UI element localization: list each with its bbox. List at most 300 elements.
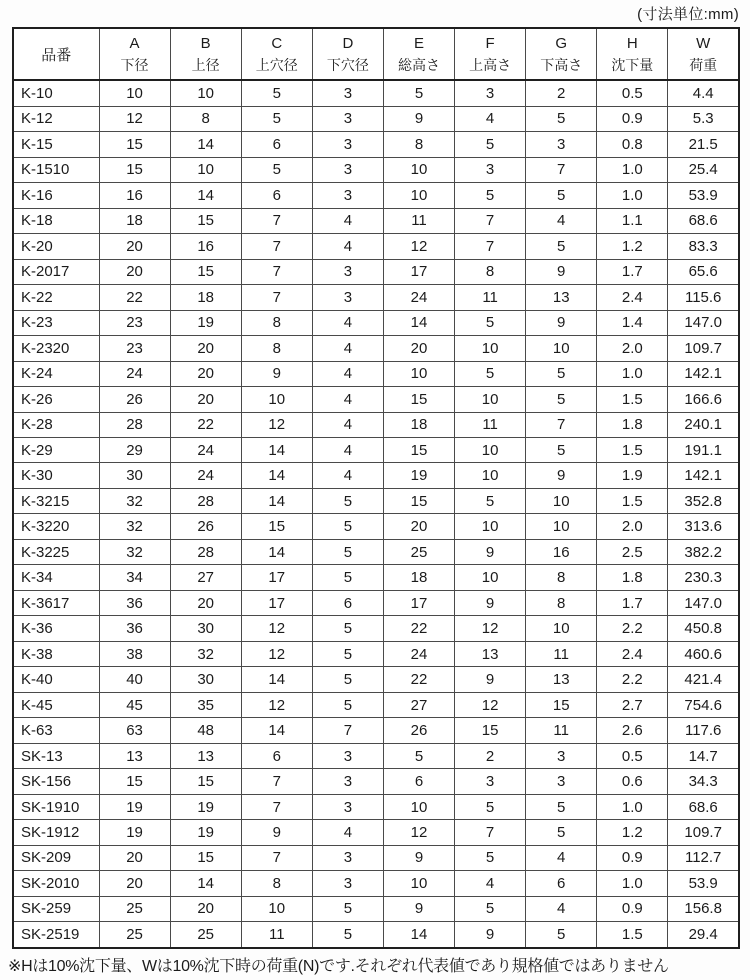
value-cell: 5 — [241, 106, 312, 131]
value-cell: 16 — [526, 539, 597, 564]
value-cell: 19 — [170, 310, 241, 335]
value-cell: 6 — [526, 871, 597, 896]
value-cell: 12 — [241, 616, 312, 641]
value-cell: 115.6 — [668, 285, 739, 310]
part-number-cell: K-38 — [13, 641, 99, 666]
value-cell: 25.4 — [668, 157, 739, 182]
value-cell: 24 — [170, 463, 241, 488]
value-cell: 11 — [455, 285, 526, 310]
part-number-cell: K-10 — [13, 80, 99, 106]
value-cell: 23 — [99, 310, 170, 335]
value-cell: 1.9 — [597, 463, 668, 488]
value-cell: 20 — [170, 336, 241, 361]
column-label: 沈下量 — [611, 56, 654, 73]
value-cell: 10 — [455, 565, 526, 590]
column-letter: W — [696, 35, 711, 53]
value-cell: 1.5 — [597, 437, 668, 462]
value-cell: 83.3 — [668, 234, 739, 259]
value-cell: 5 — [312, 539, 383, 564]
value-cell: 5 — [312, 922, 383, 948]
value-cell: 23 — [99, 336, 170, 361]
value-cell: 240.1 — [668, 412, 739, 437]
value-cell: 5 — [526, 437, 597, 462]
value-cell: 11 — [241, 922, 312, 948]
value-cell: 9 — [526, 310, 597, 335]
value-cell: 40 — [99, 667, 170, 692]
value-cell: 6 — [241, 132, 312, 157]
value-cell: 27 — [170, 565, 241, 590]
value-cell: 2.2 — [597, 667, 668, 692]
value-cell: 10 — [455, 437, 526, 462]
table-row — [13, 641, 739, 666]
value-cell: 21.5 — [668, 132, 739, 157]
value-cell: 117.6 — [668, 718, 739, 743]
table-row — [13, 285, 739, 310]
value-cell: 13 — [99, 743, 170, 768]
table-row — [13, 514, 739, 539]
value-cell: 1.4 — [597, 310, 668, 335]
value-cell: 15 — [99, 157, 170, 182]
value-cell: 5 — [383, 743, 454, 768]
value-cell: 5 — [526, 106, 597, 131]
value-cell: 15 — [170, 769, 241, 794]
table-row — [13, 157, 739, 182]
value-cell: 26 — [170, 514, 241, 539]
part-number-cell: K-18 — [13, 208, 99, 233]
value-cell: 5 — [455, 183, 526, 208]
column-label: 上穴径 — [255, 56, 298, 73]
value-cell: 13 — [170, 743, 241, 768]
value-cell: 3 — [455, 80, 526, 106]
value-cell: 5 — [312, 692, 383, 717]
value-cell: 421.4 — [668, 667, 739, 692]
value-cell: 5 — [526, 794, 597, 819]
value-cell: 28 — [170, 539, 241, 564]
value-cell: 4 — [455, 871, 526, 896]
value-cell: 36 — [99, 616, 170, 641]
value-cell: 8 — [455, 259, 526, 284]
value-cell: 10 — [526, 488, 597, 513]
column-letter: H — [626, 35, 638, 53]
value-cell: 10 — [241, 387, 312, 412]
value-cell: 7 — [455, 820, 526, 845]
value-cell: 7 — [455, 208, 526, 233]
table-row — [13, 259, 739, 284]
value-cell: 0.9 — [597, 896, 668, 921]
value-cell: 8 — [170, 106, 241, 131]
table-row — [13, 539, 739, 564]
value-cell: 1.7 — [597, 259, 668, 284]
value-cell: 19 — [99, 820, 170, 845]
value-cell: 15 — [383, 437, 454, 462]
value-cell: 14 — [170, 183, 241, 208]
value-cell: 7 — [241, 285, 312, 310]
value-cell: 3 — [312, 743, 383, 768]
value-cell: 38 — [99, 641, 170, 666]
value-cell: 15 — [170, 845, 241, 870]
value-cell: 10 — [455, 514, 526, 539]
value-cell: 7 — [526, 412, 597, 437]
value-cell: 147.0 — [668, 590, 739, 615]
value-cell: 7 — [241, 259, 312, 284]
value-cell: 17 — [383, 259, 454, 284]
column-label: 下高さ — [540, 56, 583, 73]
value-cell: 24 — [99, 361, 170, 386]
value-cell: 20 — [99, 234, 170, 259]
value-cell: 10 — [383, 794, 454, 819]
table-row — [13, 437, 739, 462]
part-number-cell: K-26 — [13, 387, 99, 412]
column-letter: A — [129, 35, 140, 53]
value-cell: 14 — [383, 922, 454, 948]
part-number-cell: SK-259 — [13, 896, 99, 921]
value-cell: 32 — [99, 488, 170, 513]
value-cell: 19 — [99, 794, 170, 819]
value-cell: 147.0 — [668, 310, 739, 335]
value-cell: 14 — [241, 718, 312, 743]
value-cell: 20 — [99, 845, 170, 870]
value-cell: 14 — [241, 463, 312, 488]
value-cell: 15 — [526, 692, 597, 717]
value-cell: 9 — [526, 259, 597, 284]
part-number-cell: SK-2519 — [13, 922, 99, 948]
value-cell: 9 — [383, 896, 454, 921]
value-cell: 9 — [241, 361, 312, 386]
value-cell: 11 — [383, 208, 454, 233]
value-cell: 14.7 — [668, 743, 739, 768]
value-cell: 18 — [99, 208, 170, 233]
value-cell: 5 — [312, 896, 383, 921]
value-cell: 10 — [99, 80, 170, 106]
value-cell: 191.1 — [668, 437, 739, 462]
value-cell: 8 — [241, 310, 312, 335]
value-cell: 109.7 — [668, 820, 739, 845]
value-cell: 352.8 — [668, 488, 739, 513]
value-cell: 9 — [383, 106, 454, 131]
part-number-cell: K-36 — [13, 616, 99, 641]
value-cell: 9 — [383, 845, 454, 870]
value-cell: 20 — [99, 259, 170, 284]
value-cell: 1.2 — [597, 234, 668, 259]
part-number-cell: K-22 — [13, 285, 99, 310]
value-cell: 9 — [455, 590, 526, 615]
spec-table-header — [13, 28, 739, 80]
part-number-cell: SK-2010 — [13, 871, 99, 896]
value-cell: 11 — [526, 641, 597, 666]
value-cell: 10 — [526, 336, 597, 361]
value-cell: 5 — [312, 667, 383, 692]
column-header-w — [668, 28, 739, 80]
value-cell: 754.6 — [668, 692, 739, 717]
value-cell: 3 — [526, 743, 597, 768]
value-cell: 8 — [241, 336, 312, 361]
value-cell: 4 — [312, 387, 383, 412]
value-cell: 0.6 — [597, 769, 668, 794]
value-cell: 5 — [526, 820, 597, 845]
value-cell: 22 — [170, 412, 241, 437]
value-cell: 5 — [312, 514, 383, 539]
value-cell: 5 — [526, 361, 597, 386]
value-cell: 10 — [526, 616, 597, 641]
value-cell: 112.7 — [668, 845, 739, 870]
value-cell: 10 — [455, 336, 526, 361]
column-header-c — [241, 28, 312, 80]
value-cell: 25 — [170, 922, 241, 948]
value-cell: 14 — [241, 539, 312, 564]
part-number-cell: K-29 — [13, 437, 99, 462]
value-cell: 382.2 — [668, 539, 739, 564]
value-cell: 32 — [99, 514, 170, 539]
value-cell: 3 — [312, 132, 383, 157]
value-cell: 27 — [383, 692, 454, 717]
value-cell: 3 — [312, 871, 383, 896]
value-cell: 0.9 — [597, 845, 668, 870]
spec-table-body — [13, 80, 739, 948]
value-cell: 14 — [241, 437, 312, 462]
part-number-cell: K-15 — [13, 132, 99, 157]
column-header-d — [312, 28, 383, 80]
table-row — [13, 387, 739, 412]
table-row — [13, 718, 739, 743]
value-cell: 5 — [241, 80, 312, 106]
value-cell: 3 — [312, 106, 383, 131]
value-cell: 10 — [383, 183, 454, 208]
table-row — [13, 794, 739, 819]
value-cell: 1.0 — [597, 871, 668, 896]
value-cell: 14 — [241, 488, 312, 513]
value-cell: 65.6 — [668, 259, 739, 284]
value-cell: 2.0 — [597, 336, 668, 361]
value-cell: 20 — [170, 590, 241, 615]
table-row — [13, 616, 739, 641]
value-cell: 16 — [99, 183, 170, 208]
value-cell: 24 — [170, 437, 241, 462]
part-number-cell: K-34 — [13, 565, 99, 590]
value-cell: 2 — [526, 80, 597, 106]
table-row — [13, 692, 739, 717]
value-cell: 5 — [312, 616, 383, 641]
value-cell: 3 — [455, 769, 526, 794]
value-cell: 30 — [170, 667, 241, 692]
value-cell: 5 — [455, 896, 526, 921]
part-number-cell: K-30 — [13, 463, 99, 488]
value-cell: 9 — [455, 922, 526, 948]
value-cell: 6 — [241, 743, 312, 768]
value-cell: 5 — [455, 845, 526, 870]
value-cell: 4 — [312, 820, 383, 845]
table-row — [13, 361, 739, 386]
table-row — [13, 208, 739, 233]
table-row — [13, 463, 739, 488]
value-cell: 10 — [170, 157, 241, 182]
value-cell: 25 — [383, 539, 454, 564]
value-cell: 5 — [526, 387, 597, 412]
value-cell: 3 — [312, 769, 383, 794]
value-cell: 5 — [526, 234, 597, 259]
value-cell: 28 — [99, 412, 170, 437]
value-cell: 156.8 — [668, 896, 739, 921]
value-cell: 7 — [455, 234, 526, 259]
table-row — [13, 488, 739, 513]
value-cell: 1.0 — [597, 361, 668, 386]
value-cell: 15 — [455, 718, 526, 743]
value-cell: 20 — [170, 387, 241, 412]
table-row — [13, 106, 739, 131]
value-cell: 450.8 — [668, 616, 739, 641]
value-cell: 15 — [99, 132, 170, 157]
value-cell: 19 — [170, 820, 241, 845]
table-row — [13, 667, 739, 692]
value-cell: 4 — [312, 437, 383, 462]
value-cell: 5 — [312, 488, 383, 513]
value-cell: 3 — [312, 80, 383, 106]
value-cell: 3 — [312, 794, 383, 819]
part-number-cell: SK-1910 — [13, 794, 99, 819]
value-cell: 18 — [383, 412, 454, 437]
value-cell: 3 — [312, 845, 383, 870]
value-cell: 22 — [383, 667, 454, 692]
value-cell: 10 — [526, 514, 597, 539]
part-number-cell: K-63 — [13, 718, 99, 743]
column-letter: C — [271, 35, 283, 53]
value-cell: 12 — [455, 692, 526, 717]
unit-note: (寸法単位:mm) — [637, 6, 739, 23]
value-cell: 6 — [383, 769, 454, 794]
value-cell: 9 — [455, 667, 526, 692]
value-cell: 6 — [312, 590, 383, 615]
column-label: 荷重 — [689, 56, 718, 73]
value-cell: 1.8 — [597, 412, 668, 437]
value-cell: 3 — [312, 259, 383, 284]
value-cell: 9 — [526, 463, 597, 488]
table-row — [13, 80, 739, 106]
value-cell: 63 — [99, 718, 170, 743]
value-cell: 45 — [99, 692, 170, 717]
table-row — [13, 310, 739, 335]
value-cell: 7 — [241, 208, 312, 233]
value-cell: 14 — [170, 132, 241, 157]
column-label: 総高さ — [397, 56, 440, 73]
value-cell: 8 — [526, 565, 597, 590]
value-cell: 22 — [99, 285, 170, 310]
part-number-cell: K-16 — [13, 183, 99, 208]
value-cell: 10 — [455, 463, 526, 488]
value-cell: 2.0 — [597, 514, 668, 539]
value-cell: 1.5 — [597, 488, 668, 513]
value-cell: 7 — [241, 769, 312, 794]
value-cell: 22 — [383, 616, 454, 641]
value-cell: 4 — [526, 208, 597, 233]
value-cell: 3 — [312, 183, 383, 208]
value-cell: 12 — [383, 820, 454, 845]
value-cell: 32 — [170, 641, 241, 666]
part-number-cell: K-3220 — [13, 514, 99, 539]
part-number-cell: K-12 — [13, 106, 99, 131]
value-cell: 15 — [99, 769, 170, 794]
value-cell: 4 — [526, 896, 597, 921]
column-label: 下穴径 — [326, 56, 369, 73]
value-cell: 34.3 — [668, 769, 739, 794]
part-number-cell: K-24 — [13, 361, 99, 386]
value-cell: 0.9 — [597, 106, 668, 131]
part-number-cell: K-2017 — [13, 259, 99, 284]
part-number-cell: K-45 — [13, 692, 99, 717]
header-row — [13, 28, 739, 80]
value-cell: 7 — [526, 157, 597, 182]
value-cell: 53.9 — [668, 871, 739, 896]
table-row — [13, 565, 739, 590]
value-cell: 2 — [455, 743, 526, 768]
value-cell: 2.4 — [597, 641, 668, 666]
value-cell: 17 — [241, 565, 312, 590]
value-cell: 8 — [526, 590, 597, 615]
footnote: ※Hは10%沈下量、Wは10%沈下時の荷重(N)です.それぞれ代表値であり規格値ではありません — [8, 958, 669, 975]
table-row — [13, 336, 739, 361]
table-row — [13, 845, 739, 870]
column-letter: G — [555, 35, 568, 53]
value-cell: 10 — [383, 361, 454, 386]
value-cell: 1.8 — [597, 565, 668, 590]
value-cell: 4 — [312, 412, 383, 437]
value-cell: 35 — [170, 692, 241, 717]
value-cell: 5.3 — [668, 106, 739, 131]
value-cell: 7 — [241, 234, 312, 259]
value-cell: 20 — [170, 361, 241, 386]
value-cell: 8 — [383, 132, 454, 157]
table-row — [13, 922, 739, 948]
column-header-f — [455, 28, 526, 80]
part-number-cell: SK-156 — [13, 769, 99, 794]
value-cell: 7 — [241, 845, 312, 870]
value-cell: 1.5 — [597, 387, 668, 412]
table-row — [13, 590, 739, 615]
value-cell: 30 — [99, 463, 170, 488]
value-cell: 4 — [312, 463, 383, 488]
value-cell: 4 — [312, 361, 383, 386]
table-row — [13, 132, 739, 157]
value-cell: 460.6 — [668, 641, 739, 666]
part-number-cell: K-28 — [13, 412, 99, 437]
column-header-item: 品番 — [13, 28, 99, 80]
value-cell: 12 — [455, 616, 526, 641]
value-cell: 34 — [99, 565, 170, 590]
value-cell: 14 — [383, 310, 454, 335]
part-number-cell: SK-13 — [13, 743, 99, 768]
value-cell: 5 — [455, 488, 526, 513]
table-row — [13, 871, 739, 896]
column-header-a — [99, 28, 170, 80]
value-cell: 15 — [383, 488, 454, 513]
value-cell: 12 — [383, 234, 454, 259]
value-cell: 5 — [312, 565, 383, 590]
value-cell: 1.0 — [597, 157, 668, 182]
value-cell: 28 — [170, 488, 241, 513]
table-row — [13, 743, 739, 768]
value-cell: 13 — [526, 667, 597, 692]
value-cell: 0.5 — [597, 743, 668, 768]
value-cell: 68.6 — [668, 794, 739, 819]
value-cell: 142.1 — [668, 361, 739, 386]
value-cell: 48 — [170, 718, 241, 743]
value-cell: 7 — [241, 794, 312, 819]
value-cell: 5 — [455, 310, 526, 335]
value-cell: 17 — [383, 590, 454, 615]
value-cell: 14 — [241, 667, 312, 692]
value-cell: 19 — [383, 463, 454, 488]
value-cell: 109.7 — [668, 336, 739, 361]
value-cell: 13 — [526, 285, 597, 310]
value-cell: 32 — [99, 539, 170, 564]
